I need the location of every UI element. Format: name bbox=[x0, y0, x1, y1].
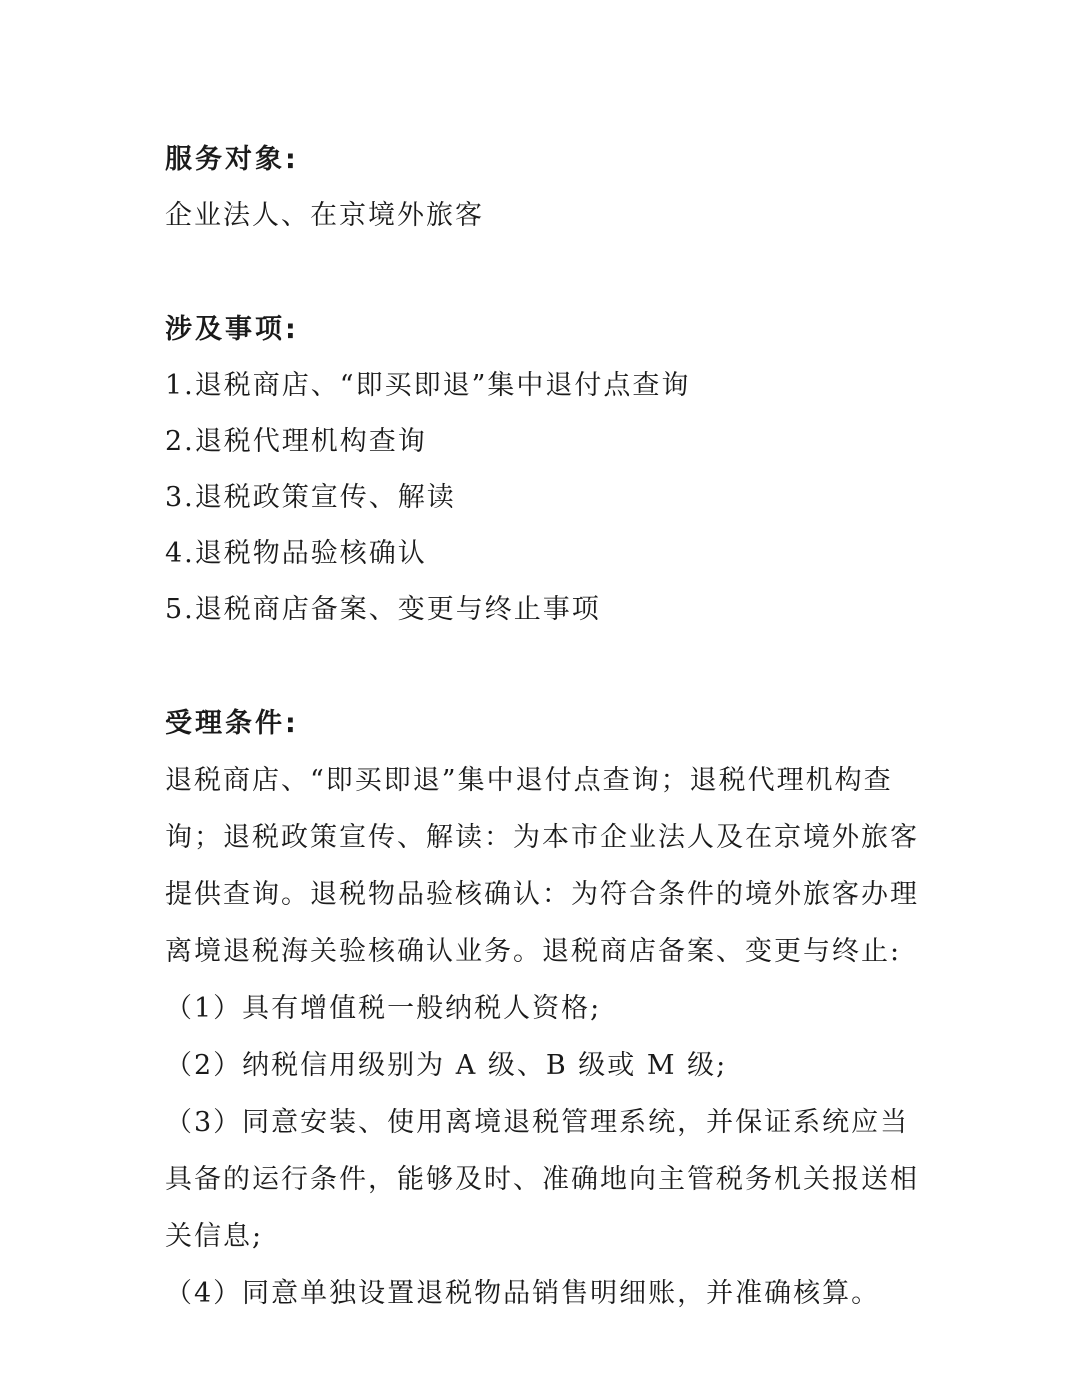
conditions-line: （2）纳税信用级别为 A 级、B 级或 M 级; bbox=[165, 1050, 728, 1081]
conditions-line: 离境退税海关验核确认业务。退税商店备案、变更与终止: bbox=[165, 936, 902, 967]
list-item: 3.退税政策宣传、解读 bbox=[165, 482, 456, 513]
conditions-heading: 受理条件: bbox=[165, 708, 299, 739]
list-item: 2.退税代理机构查询 bbox=[165, 426, 427, 457]
conditions-line: （4）同意单独设置退税物品销售明细账，并准确核算。 bbox=[165, 1278, 881, 1309]
conditions-line: 关信息; bbox=[165, 1221, 264, 1252]
items-heading: 涉及事项: bbox=[165, 314, 299, 345]
conditions-line: 具备的运行条件，能够及时、准确地向主管税务机关报送相 bbox=[165, 1164, 919, 1195]
list-item: 5.退税商店备案、变更与终止事项 bbox=[165, 594, 601, 625]
conditions-line: 询；退税政策宣传、解读：为本市企业法人及在京境外旅客 bbox=[165, 822, 919, 853]
conditions-line: 提供查询。退税物品验核确认：为符合条件的境外旅客办理 bbox=[165, 879, 919, 910]
conditions-line: （1）具有增值税一般纳税人资格; bbox=[165, 993, 602, 1024]
list-item: 4.退税物品验核确认 bbox=[165, 538, 427, 569]
service-target-text: 企业法人、在京境外旅客 bbox=[165, 200, 484, 231]
list-item: 1.退税商店、“即买即退”集中退付点查询 bbox=[165, 370, 691, 401]
service-target-heading: 服务对象: bbox=[165, 144, 299, 175]
conditions-line: 退税商店、“即买即退”集中退付点查询；退税代理机构查 bbox=[165, 765, 893, 796]
conditions-line: （3）同意安装、使用离境退税管理系统，并保证系统应当 bbox=[165, 1107, 910, 1138]
